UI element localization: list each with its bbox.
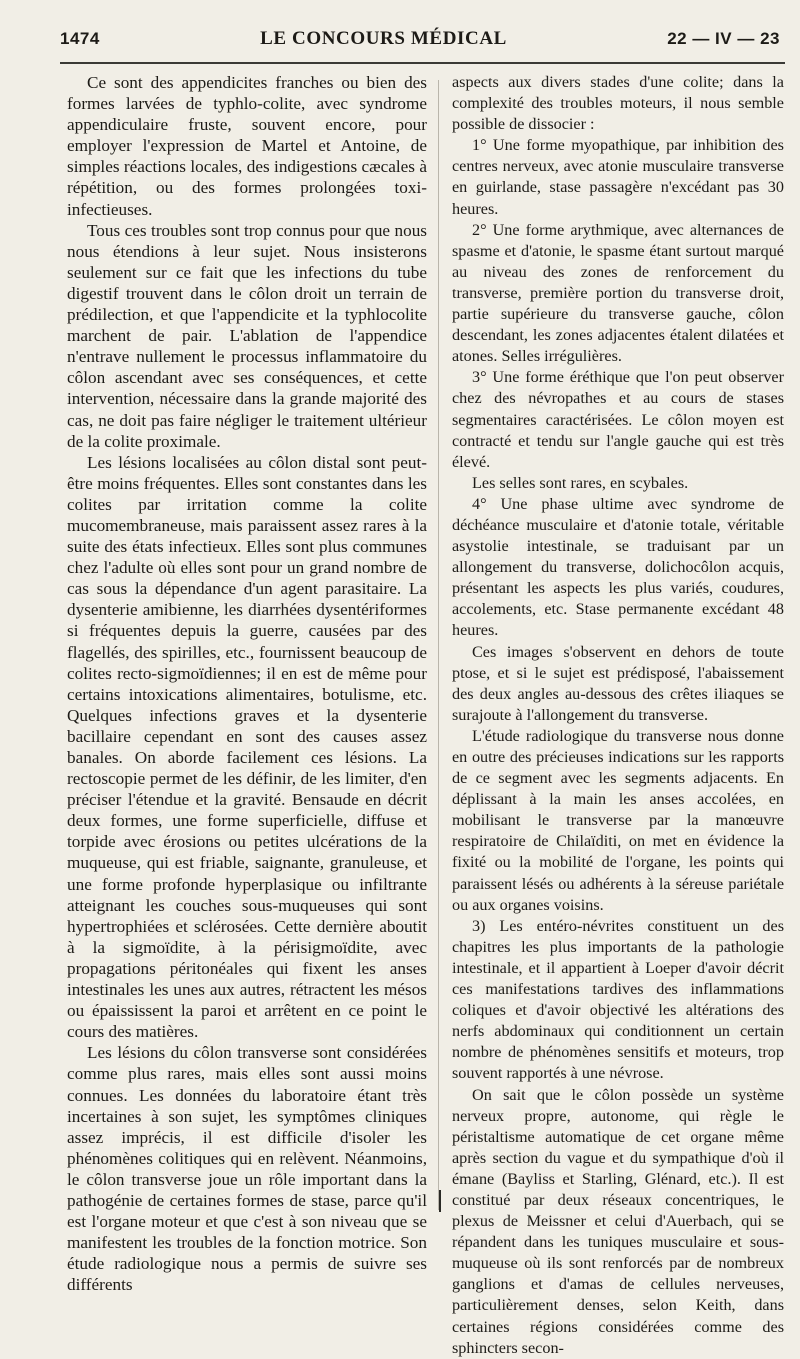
paragraph: Ces images s'observent en dehors de toute ptose, et si le sujet est prédisposé, l'abaissement des deux angles au-dessous des crêtes iliaques se surajoute à l'allongement du transverse.	[452, 642, 784, 724]
issue-date: 22 — IV — 23	[667, 29, 780, 48]
header-rule	[60, 62, 785, 64]
journal-title: LE CONCOURS MÉDICAL	[260, 28, 507, 49]
paragraph: Ce sont des appendicites franches ou bien des formes larvées de typhlo-colite, avec syndrome appendiculaire fruste, souvent encore, pour employer l'expression de Martel et Antoine, de simples réactions locales, des indigestions cæcales à répétition, ou des formes prolongées toxi-infectieuses.	[67, 73, 427, 219]
paragraph: Les lésions localisées au côlon distal sont peut-être moins fréquentes. Elles sont constantes dans les colites par irritation comme la colite mucomembraneuse, mais paraissent assez rares à la suite des états infectieux. Elles sont plus communes chez l'adulte où elles sont pour un grand nombre de cas sous la dépendance d'un agent parasitaire. La dysenterie amibienne, les diarrhées dysentériformes si fréquentes depuis la guerre, causées par des flagellés, des spirilles, etc., fournissent beaucoup de colites recto-sigmoïdiennes; il en est de même pour certains intoxications alimentaires, botulisme, etc. Quelques infections graves et la dysenterie bacillaire cependant en sont des causes assez banales. On aborde facilement ces lésions. La rectoscopie permet de les définir, de les limiter, d'en préciser l'étendue et la gravité. Bensaude en décrit deux formes, une forme superficielle, diffuse et torpide avec érosions ou petites ulcérations de la muqueuse, qui est friable, saignante, granuleuse, et une forme profonde hyperplasique ou infiltrante atteignant les couches sous-muqueuses qui sont hypertrophiées et sclérosées. Cette dernière aboutit à la sigmoïdite, à la périsigmoïdite, avec propagations péritonéales qui fixent les anses intestinales les unes aux autres, rétractent les mésos ou épaississent la paroi et arrêtent en ce point le cours des matières.	[67, 452, 427, 1042]
paragraph: Les lésions du côlon transverse sont considérées comme plus rares, mais elles sont aussi moins connues. Les données du laboratoire étant très incertaines à son sujet, les symptômes cliniques assez imprécis, il est difficile d'isoler les phénomènes colitiques qui en relèvent. Néanmoins, le côlon transverse joue un rôle important dans la pathogénie de certaines formes de stase, parce qu'il est l'organe moteur et que c'est à son niveau que se manifestent les troubles de la fonction motrice. Son étude radiologique nous a permis de suivre ses différents	[67, 1043, 427, 1295]
gutter-mark	[439, 1190, 441, 1212]
paragraph: 2° Une forme arythmique, avec alternances de spasme et d'atonie, le spasme étant surtout marqué au niveau des zones de renforcement du transverse, première portion du transverse droit, partie supérieure du transverse gauche, côlon descendant, les zones adjacentes étalent dilatées et atones. Selles irrégulières.	[452, 220, 784, 366]
right-column	[452, 72, 784, 1357]
paragraph: 3° Une forme éréthique que l'on peut observer chez des névropathes et au cours de stases segmentaires caractérisées. Le côlon moyen est contracté et tendu sur l'angle gauche qui est très élevé.	[452, 368, 784, 471]
column-separator	[438, 80, 439, 1210]
paragraph: 4° Une phase ultime avec syndrome de déchéance musculaire et d'atonie totale, véritable asystolie intestinale, se traduisant par un allongement du transverse, dolichocôlon acquis, présentant les aspects les plus variés, coudures, accolements, etc. Stase permanente excédant 48 heures.	[452, 494, 784, 640]
paragraph: On sait que le côlon possède un système nerveux propre, autonome, qui règle le péristaltisme automatique de cet organe même après section du vague et du sympathique d'où il émane (Bayliss et Starling, Glénard, etc.). Il est constitué par deux réseaux concentriques, le plexus de Meissner et celui d'Auerbach, qui se répandent dans les tuniques musculaire et sous-muqueuse où ils sont renforcés par de nombreux ganglions et d'amas de cellules nerveuses, particulièrement denses, selon Keith, dans certaines régions considérées comme des sphincters secon-	[452, 1085, 784, 1357]
paragraph: L'étude radiologique du transverse nous donne en outre des précieuses indications sur les rapports de ce segment avec les segments adjacents. En déplissant à la main les anses accolées, en mobilisant le transverse par la manœuvre respiratoire de Chilaïditi, on met en évidence la fixité ou la mobilité de l'organe, les points qui paraissent lésés ou adhérents à la séreuse pariétale ou aux organes voisins.	[452, 726, 784, 914]
paragraph: 3) Les entéro-névrites constituent un des chapitres les plus importants de la pathologie intestinale, et il appartient à Loeper d'avoir décrit ces manifestations tardives des inflammations coliques et d'avoir objectivé les altérations des nerfs abdominaux qui conditionnent un certain nombre de phénomènes sensitifs et moteurs, trop souvent rapportés à une névrose.	[452, 916, 784, 1083]
page-header	[60, 28, 780, 58]
paragraph: Tous ces troubles sont trop connus pour que nous nous étendions à leur sujet. Nous insisterons seulement sur ce fait que les infections du tube digestif trouvent dans le côlon droit un terrain de prédilection, et que l'appendicite et la typhlocolite marchent de pair. L'ablation de l'appendice n'entrave nullement le processus inflammatoire du côlon ascendant avec ses conséquences, et cette intervention, nécessaire dans la grande majorité des cas, ne doit pas faire négliger le traitement ultérieur de la colite proximale.	[67, 220, 427, 451]
page-number: 1474	[60, 29, 100, 48]
left-column	[67, 72, 427, 1295]
paragraph: 1° Une forme myopathique, par inhibition des centres nerveux, avec atonie musculaire transverse en guirlande, stase passagère n'excédant pas 30 heures.	[452, 136, 784, 218]
paragraph: aspects aux divers stades d'une colite; dans la complexité des troubles moteurs, il nous semble possible de dissocier :	[452, 73, 784, 134]
paragraph: Les selles sont rares, en scybales.	[472, 473, 689, 492]
